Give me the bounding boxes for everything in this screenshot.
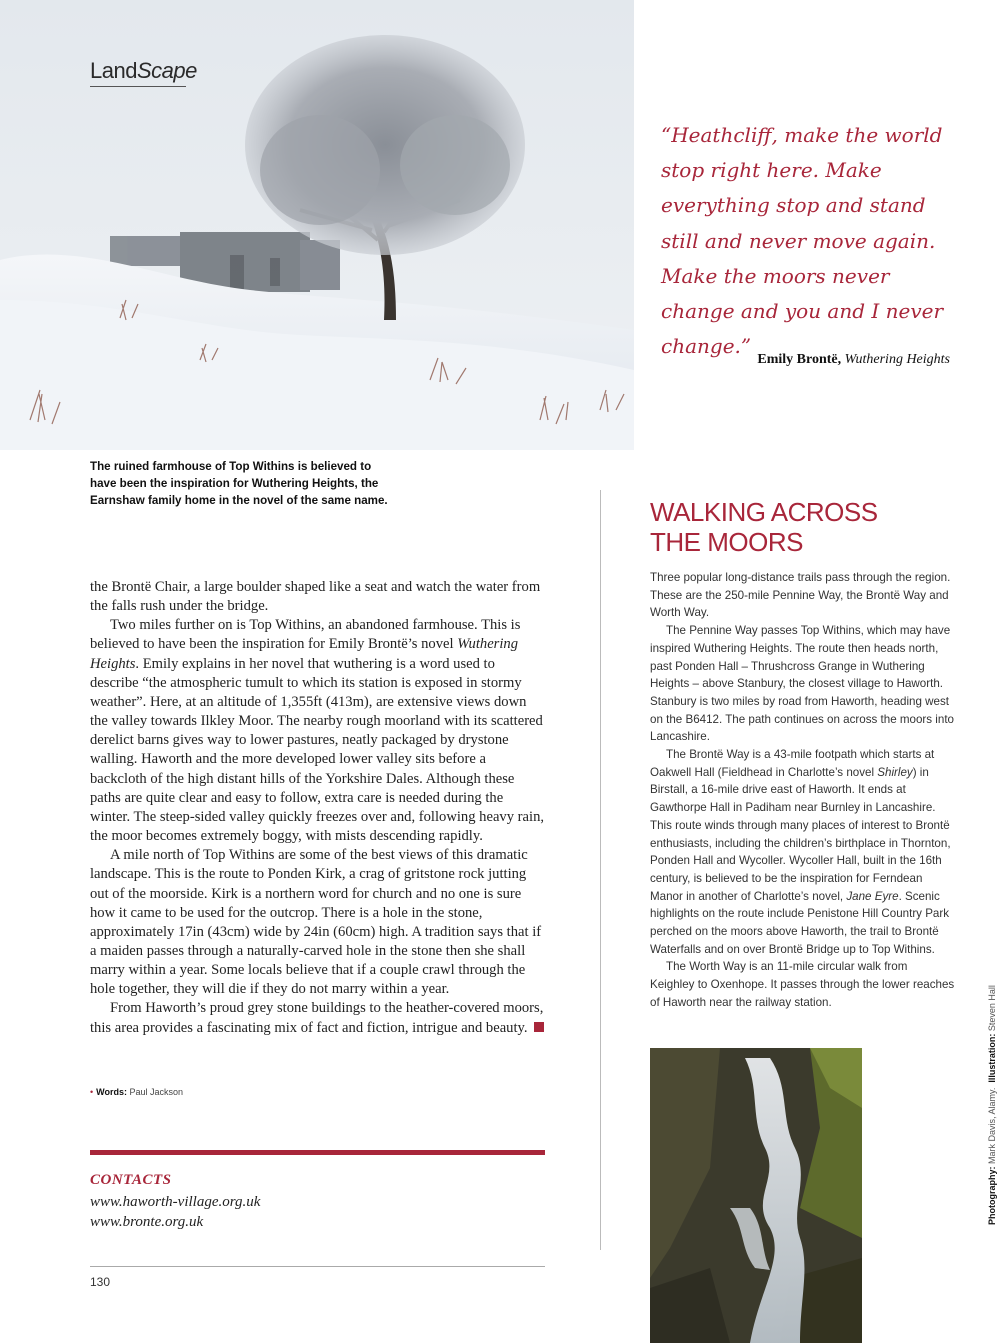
- sidebar-text: The Brontë Way is a 43-mile footpath which starts at Oakwell Hall (Fieldhead in Charlotte’s novel: [650, 748, 935, 779]
- pull-quote: “Heathcliff, make the world stop right here. Make everything stop and stand still and never move again. Make the moors never change and you and I never change.”: [661, 123, 944, 359]
- bullet-icon: •: [90, 1087, 94, 1097]
- footer-rule: [90, 1266, 545, 1267]
- sidebar-paragraph: The Pennine Way passes Top Withins, which may have inspired Wuthering Heights. The route then heads north, past Ponden Hall – Thrushcross Grange in Wuthering Heights – above Stanbury, the closest village to Haworth. Stanbury is two miles by road from Haworth, heading west on the B6412. The path continues on across the moors into Lancashire.: [650, 624, 954, 744]
- sidebar-title-line: THE MOORS: [650, 527, 803, 557]
- contact-link[interactable]: www.haworth-village.org.uk: [90, 1194, 261, 1210]
- quote-attribution: [757, 352, 950, 368]
- section-tag: [90, 58, 197, 84]
- quote-work: Wuthering Heights: [844, 352, 950, 367]
- sidebar-paragraph: The Worth Way is an 11-mile circular walk from Keighley to Oxenhope. It passes through the lower reaches of Haworth near the railway station.: [650, 960, 955, 1009]
- sidebar-body: [650, 569, 955, 1012]
- contacts-heading: CONTACTS: [90, 1172, 172, 1188]
- photo-credit: [987, 985, 997, 1225]
- article-body: [90, 578, 545, 1038]
- contacts-rule: [90, 1150, 545, 1155]
- credit-label: Words:: [96, 1087, 127, 1097]
- words-credit: [90, 1087, 183, 1097]
- sidebar-paragraph: Three popular long-distance trails pass through the region. These are the 250-mile Pennine Way, the Brontë Way and Worth Way.: [650, 571, 951, 620]
- sidebar-title: [650, 497, 970, 557]
- photo-caption: The ruined farmhouse of Top Withins is believed to have been the inspiration for Wuthering Heights, the Earnshaw family home in the novel of the same name.: [90, 460, 388, 507]
- novel-title: Jane Eyre: [846, 889, 899, 903]
- illustration-credit-value: Steven Hall: [987, 985, 997, 1032]
- article-paragraph: [90, 616, 545, 846]
- photo-credit-value: Mark Davis, Alamy.: [987, 1087, 997, 1164]
- article-paragraph: the Brontë Chair, a large boulder shaped like a seat and watch the water from the falls rush under the bridge.: [90, 579, 541, 615]
- section-rule: [90, 86, 186, 87]
- quote-author: Emily Brontë,: [757, 352, 842, 367]
- waterfall-illustration: [650, 1048, 862, 1343]
- sidebar-title-line: WALKING ACROSS: [650, 497, 878, 527]
- contacts-list: [90, 1192, 260, 1232]
- article-paragraph: A mile north of Top Withins are some of the best views of this dramatic landscape. This is the route to Ponden Kirk, a crag of gritstone rock jutting out of the moorside. Kirk is a northern word for church and no one is sure how it came to be used for the outcrop. There is a hole in the stone, approximately 17in (43cm) wide by 24in (60cm) high. A tradition says that if a maiden passes through a naturally-carved hole in the stone then she shall marry within a year. Some locals believe that if a couple crawl through the hole together, they will die if they do not marry within a year.: [90, 847, 542, 998]
- waterfall-photo: [650, 1048, 862, 1343]
- section-tag-italic: Scape: [136, 58, 197, 83]
- article-paragraph: [90, 999, 545, 1037]
- sidebar-paragraph: [650, 746, 955, 958]
- section-tag-regular: Land: [90, 58, 137, 83]
- credit-name: Paul Jackson: [129, 1087, 184, 1097]
- article-text: From Haworth’s proud grey stone buildings to the heather-covered moors, this area provides a fascinating mix of fact and fiction, intrigue and beauty.: [90, 1000, 544, 1036]
- article-text: Two miles further on is Top Withins, an abandoned farmhouse. This is believed to have been the inspiration for Emily Brontë’s novel: [90, 617, 521, 653]
- photo-credit-label: Photography:: [987, 1166, 997, 1225]
- novel-title: Wuthering Heights: [90, 636, 519, 672]
- end-mark-square: [534, 1022, 544, 1032]
- article-text: . Emily explains in her novel that wuthering is a word used to describe “the atmospheric tumult to which its station is exposed in stormy weather”. Here, at an altitude of 1,355ft (413m), are extensive views down the valley towards Ilkley Moor. The nearby rough moorland with its scattered derelict barns gives way to lower pastures, neatly packaged by drystone walling. Haworth and the more developed lower valley sits before a backcloth of the high distant hills of the Yorkshire Dales. Although these paths are quite clear and easy to follow, extra care is needed during the winter. The steep-sided valley quickly freezes over and, following heavy rain, the moor becomes extremely boggy, with mists descending rapidly.: [90, 655, 545, 845]
- contact-link[interactable]: www.bronte.org.uk: [90, 1214, 204, 1230]
- column-divider: [600, 490, 601, 1250]
- sidebar-text: . Scenic highlights on the route include Penistone Hill Country Park perched on the moors above Haworth, the trail to Brontë Waterfalls and on over Brontë Bridge up to Top Withins.: [650, 889, 950, 956]
- illustration-credit-label: Illustration:: [987, 1033, 997, 1083]
- sidebar-text: ) in Birstall, a 16-mile drive east of Haworth. It ends at Gawthorpe Hall in Padiham near Burnley in Lancashire. This route winds through many places of interest to Brontë enthusiasts, including the children’s birthplace in Thornton, Ponden Hall and Wycoller. Wycoller Hall, built in the 16th century, is believed to be the inspiration for Ferndean Manor in another of Charlotte’s novel,: [650, 765, 951, 903]
- page-number: 130: [90, 1275, 111, 1289]
- novel-title: Shirley: [877, 765, 913, 779]
